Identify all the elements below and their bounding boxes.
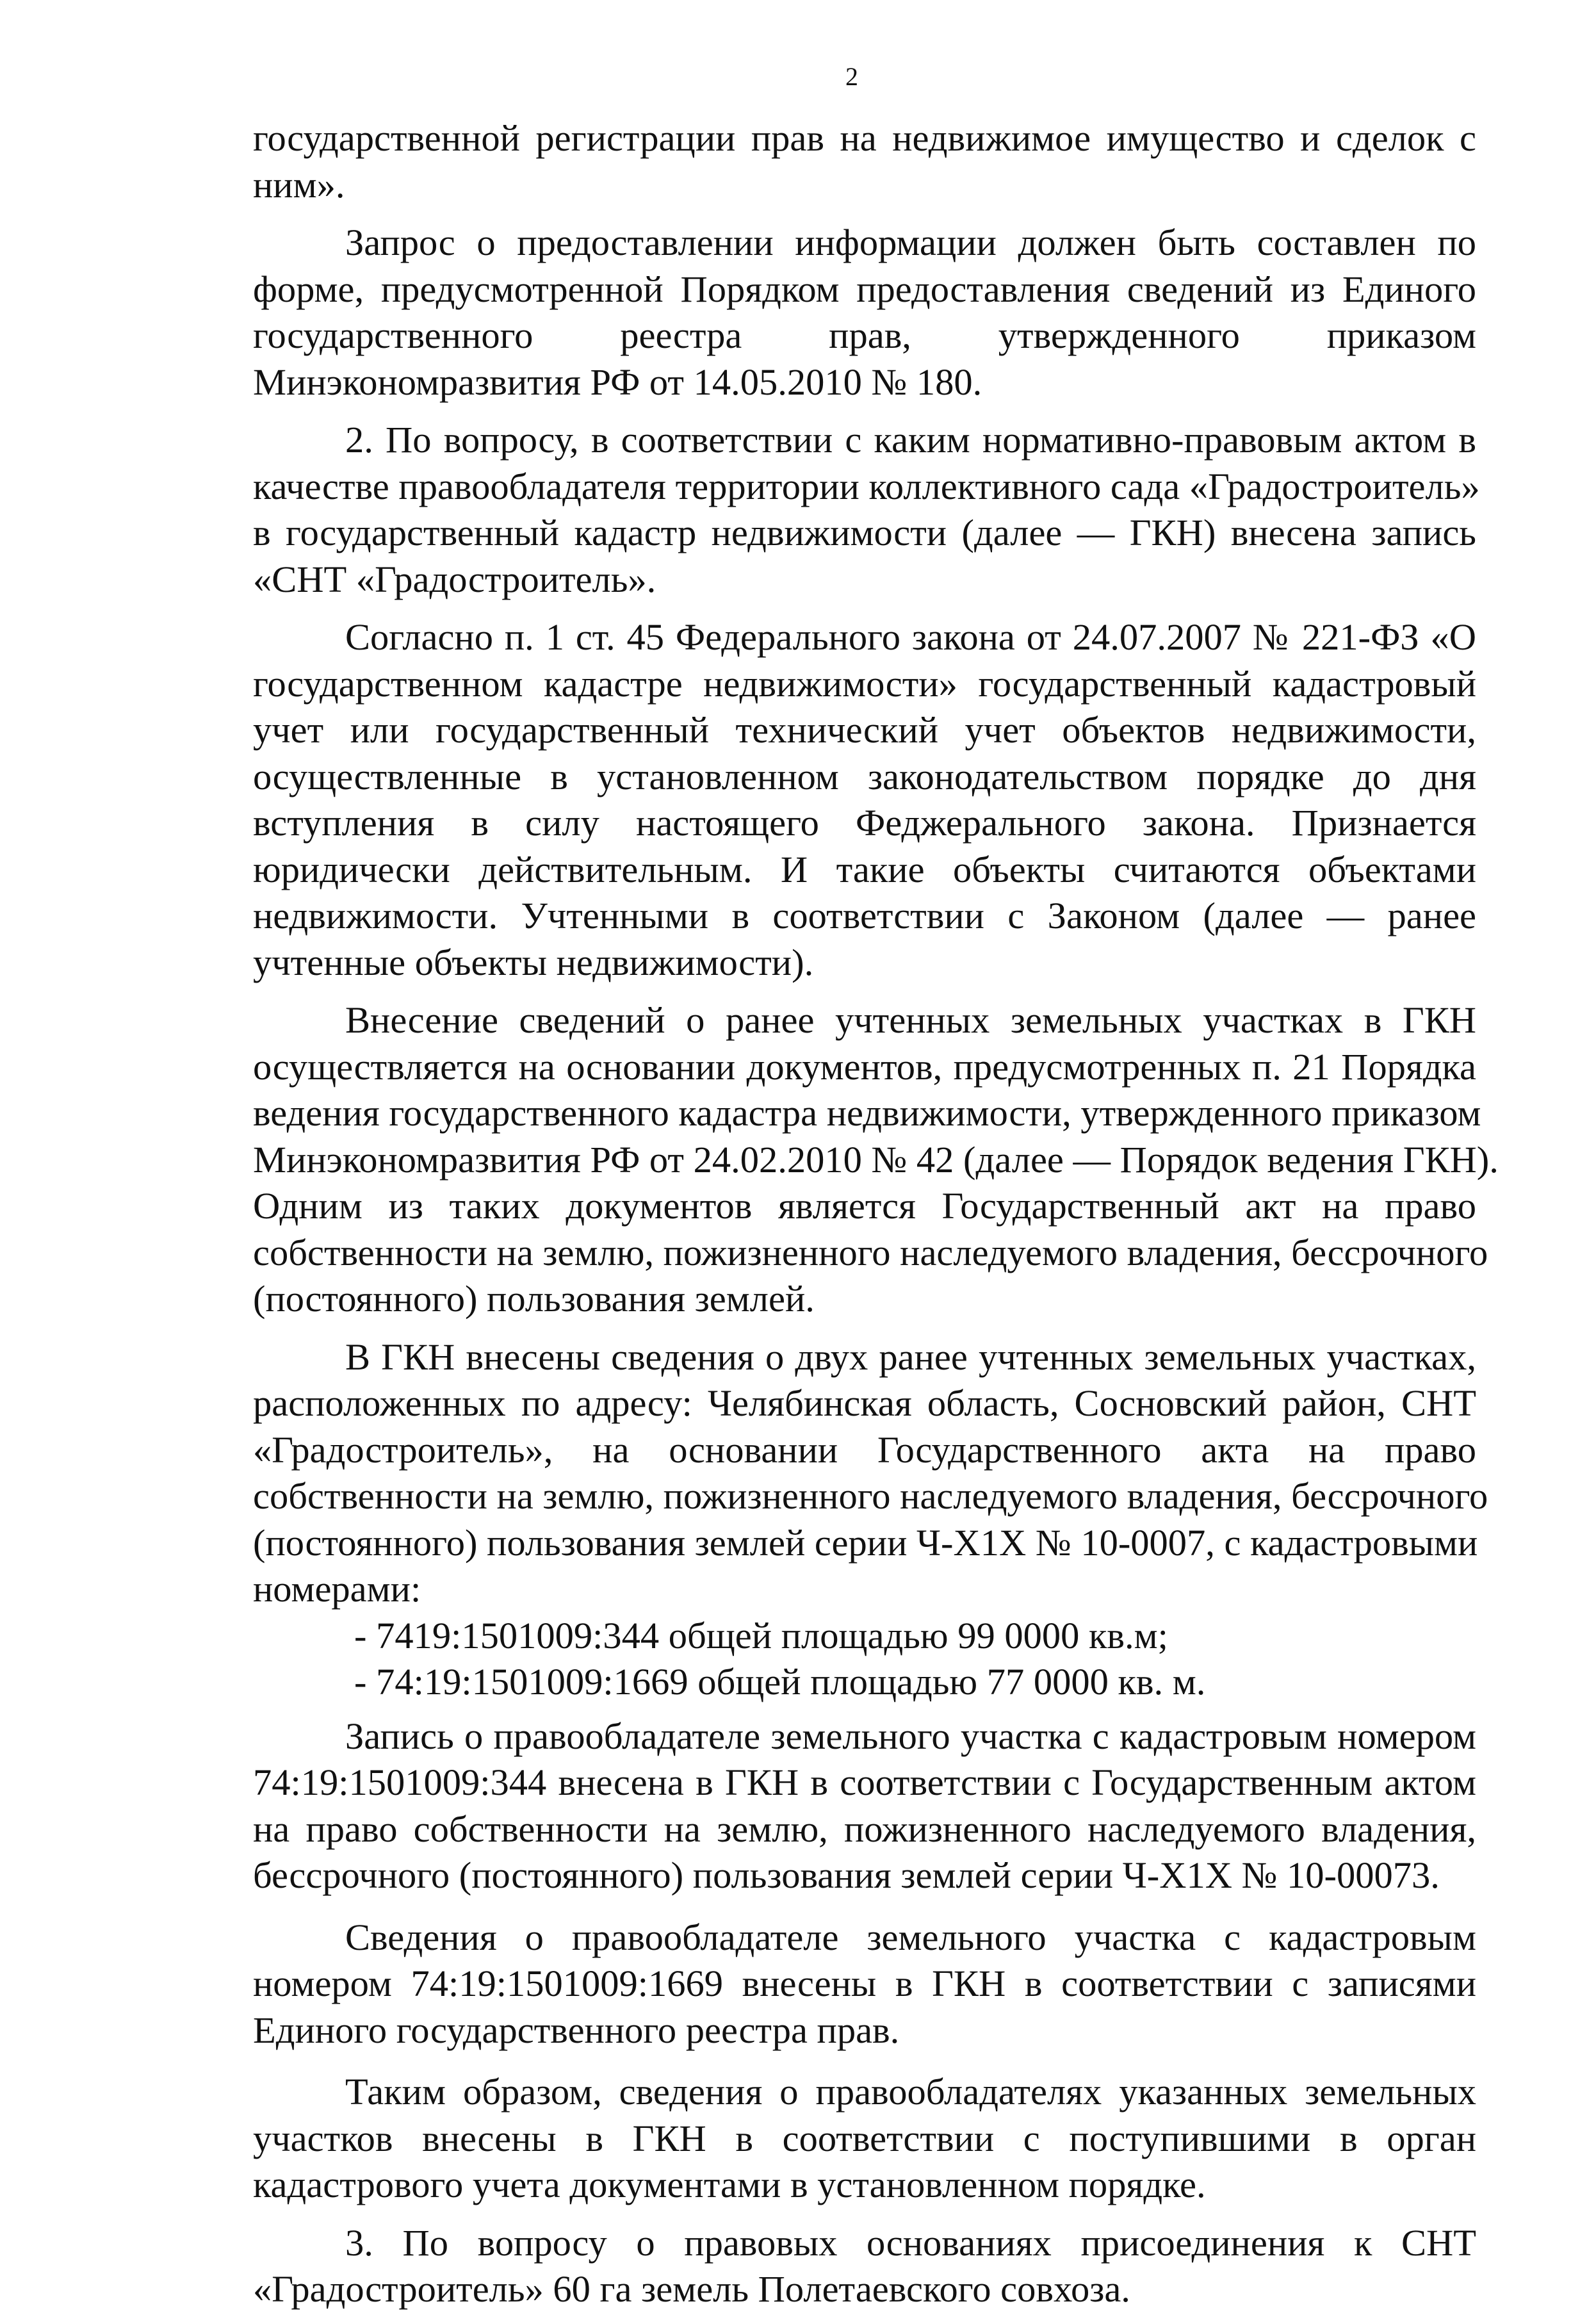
text-line: юридически действительным. И такие объекты считаются объектами	[253, 848, 1476, 890]
paragraph	[253, 614, 1476, 986]
paragraph	[253, 220, 1476, 405]
document-body	[253, 115, 1499, 2313]
text-line: Запись о правообладателе земельного участка с кадастровым номером	[345, 1715, 1476, 1757]
text-line: кадастрового учета документами в установленном порядке.	[253, 2164, 1206, 2205]
text-line: (постоянного) пользования землей серии Ч-Х1Х № 10-0007, с кадастровыми	[253, 1521, 1478, 1564]
text-line: 2. По вопросу, в соответствии с каким нормативно-правовым актом в	[345, 419, 1476, 461]
text-line: номером 74:19:1501009:1669 внесены в ГКН в соответствии с записями	[253, 1963, 1476, 2004]
text-line: государственной регистрации прав на недвижимое имущество и сделок с	[253, 117, 1476, 159]
paragraph	[253, 1713, 1476, 1899]
text-line: государственного реестра прав, утвержденного приказом	[253, 315, 1476, 356]
text-line: качестве правообладателя территории коллективного сада «Градостроитель»	[253, 465, 1480, 507]
paragraph	[253, 115, 1476, 208]
text-line: номерами:	[253, 1568, 421, 1610]
text-line: учтенные объекты недвижимости).	[253, 941, 814, 983]
text-line: Согласно п. 1 ст. 45 Федерального закона от 24.07.2007 № 221-ФЗ «О	[345, 616, 1476, 658]
text-line: (постоянного) пользования землей.	[253, 1278, 815, 1320]
text-line: государственном кадастре недвижимости» государственный кадастровый	[253, 662, 1476, 705]
text-line: осуществляется на основании документов, предусмотренных п. 21 Порядка	[253, 1045, 1476, 1088]
text-line: В ГКН внесены сведения о двух ранее учтенных земельных участках,	[345, 1336, 1476, 1378]
text-line: Единого государственного реестра прав.	[253, 2009, 900, 2051]
paragraph	[253, 2069, 1476, 2209]
text-line: Минэкономразвития РФ от 14.05.2010 № 180.	[253, 361, 982, 403]
text-line: ним».	[253, 163, 345, 206]
text-line: Сведения о правообладателе земельного участка с кадастровым	[345, 1916, 1476, 1958]
text-line: Таким образом, сведения о правообладателях указанных земельных	[345, 2071, 1476, 2113]
text-line: бессрочного (постоянного) пользования землей серии Ч-Х1Х № 10-00073.	[253, 1854, 1440, 1896]
text-line: собственности на землю, пожизненного наследуемого владения, бессрочного	[253, 1475, 1488, 1517]
text-line: участков внесены в ГКН в соответствии с поступившими в орган	[253, 2117, 1476, 2159]
text-line: ведения государственного кадастра недвижимости, утвержденного приказом	[253, 1092, 1481, 1134]
text-line: Внесение сведений о ранее учтенных земельных участках в ГКН	[345, 999, 1476, 1041]
text-line: Запрос о предоставлении информации должен быть составлен по	[345, 222, 1476, 263]
cadastral-number-list	[253, 1613, 1476, 1706]
paragraph	[253, 2220, 1476, 2313]
text-line: «СНТ «Градостроитель».	[253, 558, 656, 600]
text-line: 3. По вопросу о правовых основаниях присоединения к СНТ	[345, 2221, 1476, 2264]
text-line: вступления в силу настоящего Феджерального закона. Признается	[253, 802, 1476, 844]
paragraph	[253, 997, 1499, 1323]
text-line: Минэкономразвития РФ от 24.02.2010 № 42 (далее — Порядок ведения ГКН).	[253, 1138, 1499, 1181]
text-line: учет или государственный технический учет объектов недвижимости,	[253, 709, 1476, 751]
text-line: Одним из таких документов является Государственный акт на право	[253, 1185, 1476, 1227]
text-line: недвижимости. Учтенными в соответствии с Законом (далее — ранее	[253, 895, 1476, 936]
paragraph	[253, 1334, 1488, 1613]
paragraph	[253, 417, 1480, 603]
list-item: - 74:19:1501009:1669 общей площадью 77 0000 кв. м.	[354, 1661, 1206, 1703]
text-line: осуществленные в установленном законодательством порядке до дня	[253, 755, 1476, 797]
list-item: - 7419:1501009:344 общей площадью 99 0000 кв.м;	[354, 1614, 1168, 1656]
paragraph	[253, 1915, 1476, 2054]
text-line: 74:19:1501009:344 внесена в ГКН в соответствии с Государственным актом	[253, 1761, 1476, 1803]
text-line: расположенных по адресу: Челябинская область, Сосновский район, СНТ	[253, 1382, 1476, 1424]
text-line: собственности на землю, пожизненного наследуемого владения, бессрочного	[253, 1231, 1488, 1273]
text-line: в государственный кадастр недвижимости (далее — ГКН) внесена запись	[253, 512, 1476, 553]
text-line: «Градостроитель», на основании Государственного акта на право	[253, 1428, 1476, 1471]
page-number: 2	[845, 62, 858, 91]
text-line: «Градостроитель» 60 га земель Полетаевского совхоза.	[253, 2268, 1130, 2310]
text-line: на право собственности на землю, пожизненного наследуемого владения,	[253, 1808, 1476, 1850]
text-line: форме, предусмотренной Порядком предоставления сведений из Единого	[253, 268, 1476, 310]
